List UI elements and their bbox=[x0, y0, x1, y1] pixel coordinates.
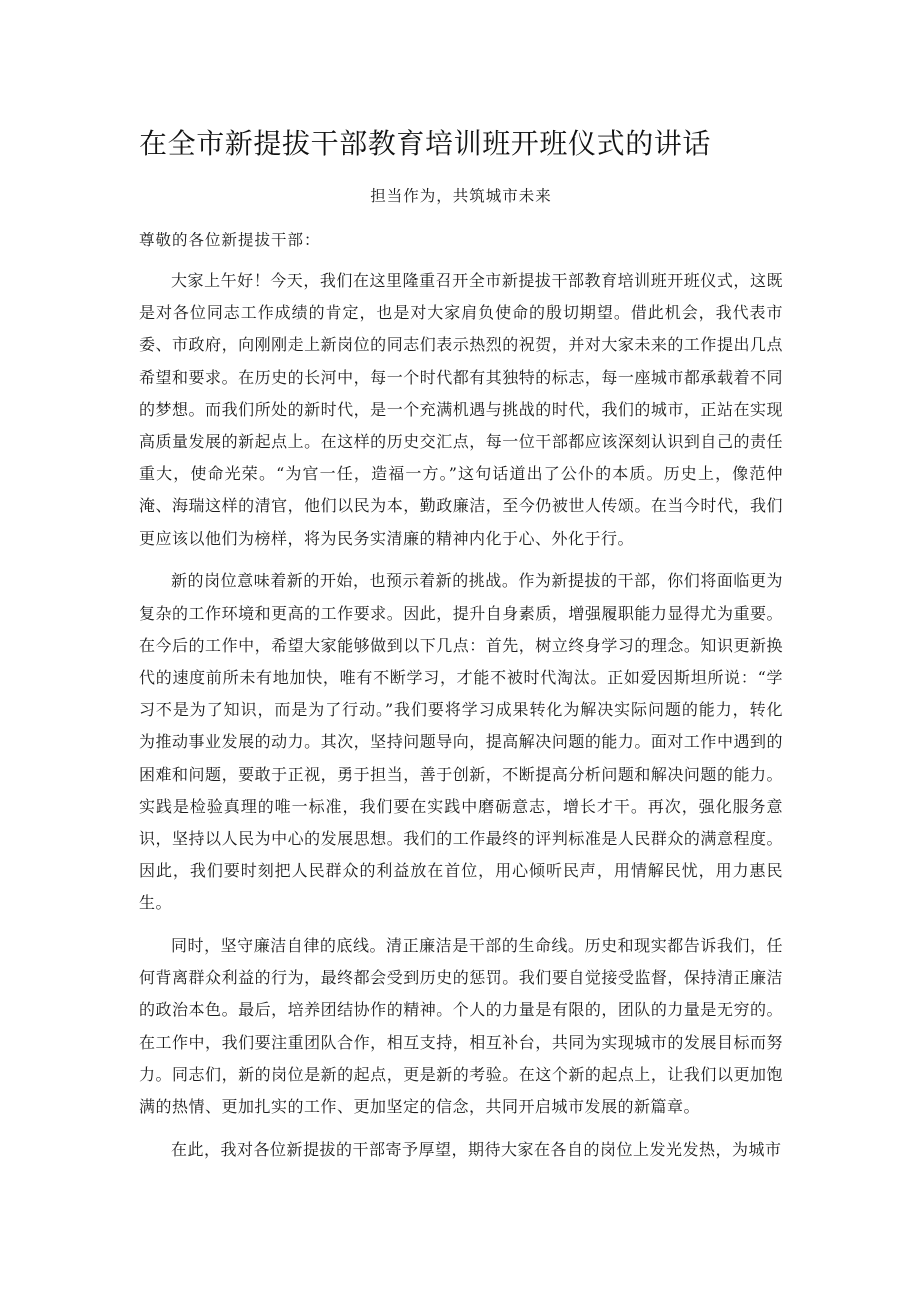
paragraph-3: 同时，坚守廉洁自律的底线。清正廉洁是干部的生命线。历史和现实都告诉我们，任何背离群众利益的行为，最终都会受到历史的惩罚。我们要自觉接受监督，保持清正廉洁的政治本色。最后，培养团结协作的精神。个人的力量是有限的，团队的力量是无穷的。在工作中，我们要注重团队合作，相互支持，相互补台，共同为实现城市的发展目标而努力。同志们，新的岗位是新的起点，更是新的考验。在这个新的起点上，让我们以更加饱满的热情、更加扎实的工作、更加坚定的信念，共同开启城市发展的新篇章。 bbox=[139, 936, 783, 1117]
document-subtitle: 担当作为，共筑城市未来 bbox=[370, 187, 552, 205]
salutation: 尊敬的各位新提拔干部： bbox=[139, 231, 321, 249]
document-title: 在全市新提拔干部教育培训班开班仪式的讲话 bbox=[139, 127, 712, 160]
paragraph-2: 新的岗位意味着新的开始，也预示着新的挑战。作为新提拔的干部，你们将面临更为复杂的工作环境和更高的工作要求。因此，提升自身素质，增强履职能力显得尤为重要。在今后的工作中，希望大家能够做到以下几点：首先，树立终身学习的理念。知识更新换代的速度前所未有地加快，唯有不断学习，才能不被时代淘汰。正如爱因斯坦所说：“学习不是为了知识，而是为了行动。”我们要将学习成果转化为解决实际问题的能力，转化为推动事业发展的动力。其次，坚持问题导向，提高解决问题的能力。面对工作中遇到的困难和问题，要敢于正视，勇于担当，善于创新，不断提高分析问题和解决问题的能力。实践是检验真理的唯一标准，我们要在实践中磨砺意志，增长才干。再次，强化服务意识，坚持以人民为中心的发展思想。我们的工作最终的评判标准是人民群众的满意程度。因此，我们要时刻把人民群众的利益放在首位，用心倾听民声，用情解民忧，用力惠民生。 bbox=[139, 571, 783, 913]
paragraph-1: 大家上午好！今天，我们在这里隆重召开全市新提拔干部教育培训班开班仪式，这既是对各位同志工作成绩的肯定，也是对大家肩负使命的殷切期望。借此机会，我代表市委、市政府，向刚刚走上新岗位的同志们表示热烈的祝贺，并对大家未来的工作提出几点希望和要求。在历史的长河中，每一个时代都有其独特的标志，每一座城市都承载着不同的梦想。而我们所处的新时代，是一个充满机遇与挑战的时代，我们的城市，正站在实现高质量发展的新起点上。在这样的历史交汇点，每一位干部都应该深刻认识到自己的责任重大，使命光荣。“为官一任，造福一方。”这句话道出了公仆的本质。历史上，像范仲淹、海瑞这样的清官，他们以民为本，勤政廉洁，至今仍被世人传颂。在当今时代，我们更应该以他们为榜样，将为民务实清廉的精神内化于心、外化于行。 bbox=[139, 271, 783, 548]
paragraph-4: 在此，我对各位新提拔的干部寄予厚望，期待大家在各自的岗位上发光发热，为城市 bbox=[171, 1139, 782, 1159]
speech-body bbox=[139, 265, 783, 1176]
